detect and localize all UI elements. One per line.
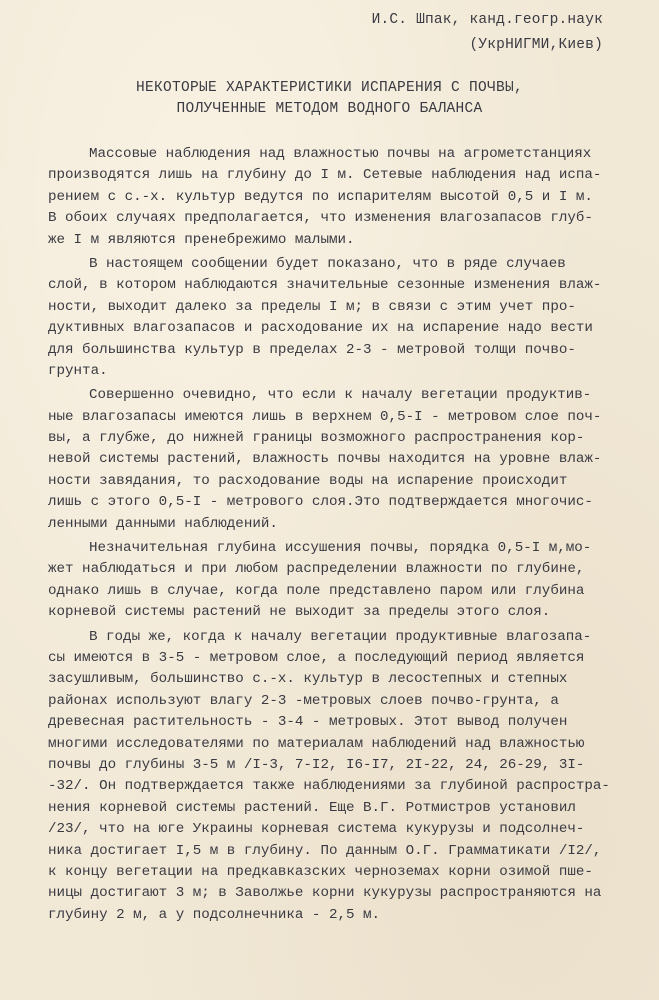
author-block	[372, 8, 603, 58]
text-line: В настоящем сообщении будет показано, что в ряде случаев	[89, 255, 566, 272]
text-line: же I м являются пренебрежимо малыми.	[48, 231, 355, 248]
body-text	[48, 144, 623, 926]
document-title	[0, 78, 659, 120]
text-line: ницы достигают 3 м; в Заволжье корни кукурузы распространяются на	[48, 885, 602, 902]
text-line: для большинства культур в пределах 2-3 - метровой толщи почво-	[48, 341, 576, 358]
text-line: сы имеются в 3-5 - метровом слое, а последующий период является	[48, 649, 585, 666]
text-line: ленными данными наблюдений.	[48, 515, 278, 532]
text-line: грунта.	[48, 362, 108, 379]
text-line: /23/, что на юге Украины корневая система кукурузы и подсолнеч-	[48, 821, 585, 838]
text-line: к концу вегетации на предкавказских черноземах корни озимой пше-	[48, 863, 593, 880]
title-line-1: НЕКОТОРЫЕ ХАРАКТЕРИСТИКИ ИСПАРЕНИЯ С ПОЧВЫ,	[135, 80, 524, 96]
text-line: ности, выходит далеко за пределы I м; в связи с этим учет про-	[48, 298, 576, 315]
text-line: Совершенно очевидно, что если к началу вегетации продуктив-	[89, 387, 592, 404]
author-affiliation: (УкрНИГМИ,Киев)	[469, 37, 603, 53]
text-line: нения корневой системы растений. Еще В.Г. Ротмистров установил	[48, 799, 576, 816]
text-line: рением с с.-х. культур ведутся по испарителям высотой 0,5 и I м.	[48, 188, 593, 205]
text-line: Незначительная глубина иссушения почвы, порядка 0,5-I м,мо-	[89, 540, 592, 557]
text-line: В обоих случаях предполагается, что изменения влагозапасов глуб-	[48, 210, 593, 227]
text-line: однако лишь в случае, когда поле представлено паром или глубина	[48, 582, 585, 599]
text-line: слой, в котором наблюдаются значительные сезонные изменения влаж-	[48, 277, 602, 294]
text-line: -32/. Он подтверждается также наблюдениями за глубиной распростра-	[48, 778, 610, 795]
text-line: почвы до глубины 3-5 м /I-3, 7-I2, I6-I7, 2I-22, 24, 26-29, 3I-	[48, 756, 585, 773]
text-line: глубину 2 м, а у подсолнечника - 2,5 м.	[48, 906, 381, 923]
text-line: корневой системы растений не выходит за пределы этого слоя.	[48, 604, 551, 621]
text-line: производятся лишь на глубину до I м. Сетевые наблюдения над испа-	[48, 167, 602, 184]
text-line: невой системы растений, влажность почвы находится на уровне влаж-	[48, 451, 602, 468]
text-line: многими исследователями по материалам наблюдений над влажностью	[48, 735, 585, 752]
text-line: дуктивных влагозапасов и расходование их на испарение надо вести	[48, 320, 593, 337]
text-line: жет наблюдаться и при любом распределении влажности по глубине,	[48, 561, 585, 578]
text-line: вы, а глубже, до нижней границы возможного распространения кор-	[48, 430, 585, 447]
text-line: В годы же, когда к началу вегетации продуктивные влагозапа-	[89, 628, 592, 645]
text-line: ные влагозапасы имеются лишь в верхнем 0,5-I - метровом слое поч-	[48, 408, 602, 425]
text-line: засушливым, большинство с.-х. культур в лесостепных и степных	[48, 671, 568, 688]
author-name: И.С. Шпак, канд.геогр.наук	[371, 12, 603, 28]
text-line: ности завядания, то расходование воды на испарение происходит	[48, 472, 568, 489]
text-line: ника достигает I,5 м в глубину. По данным О.Г. Грамматикати /I2/,	[48, 842, 602, 859]
text-line: древесная растительность - 3-4 - метровых. Этот вывод получен	[48, 714, 568, 731]
title-line-2: ПОЛУЧЕННЫЕ МЕТОДОМ ВОДНОГО БАЛАНСА	[176, 101, 483, 117]
text-line: Массовые наблюдения над влажностью почвы на агрометстанциях	[89, 146, 592, 162]
text-line: районах используют влагу 2-3 -метровых слоев почво-грунта, а	[48, 692, 559, 709]
text-line: лишь с этого 0,5-I - метрового слоя.Это подтверждается многочис-	[48, 494, 593, 511]
